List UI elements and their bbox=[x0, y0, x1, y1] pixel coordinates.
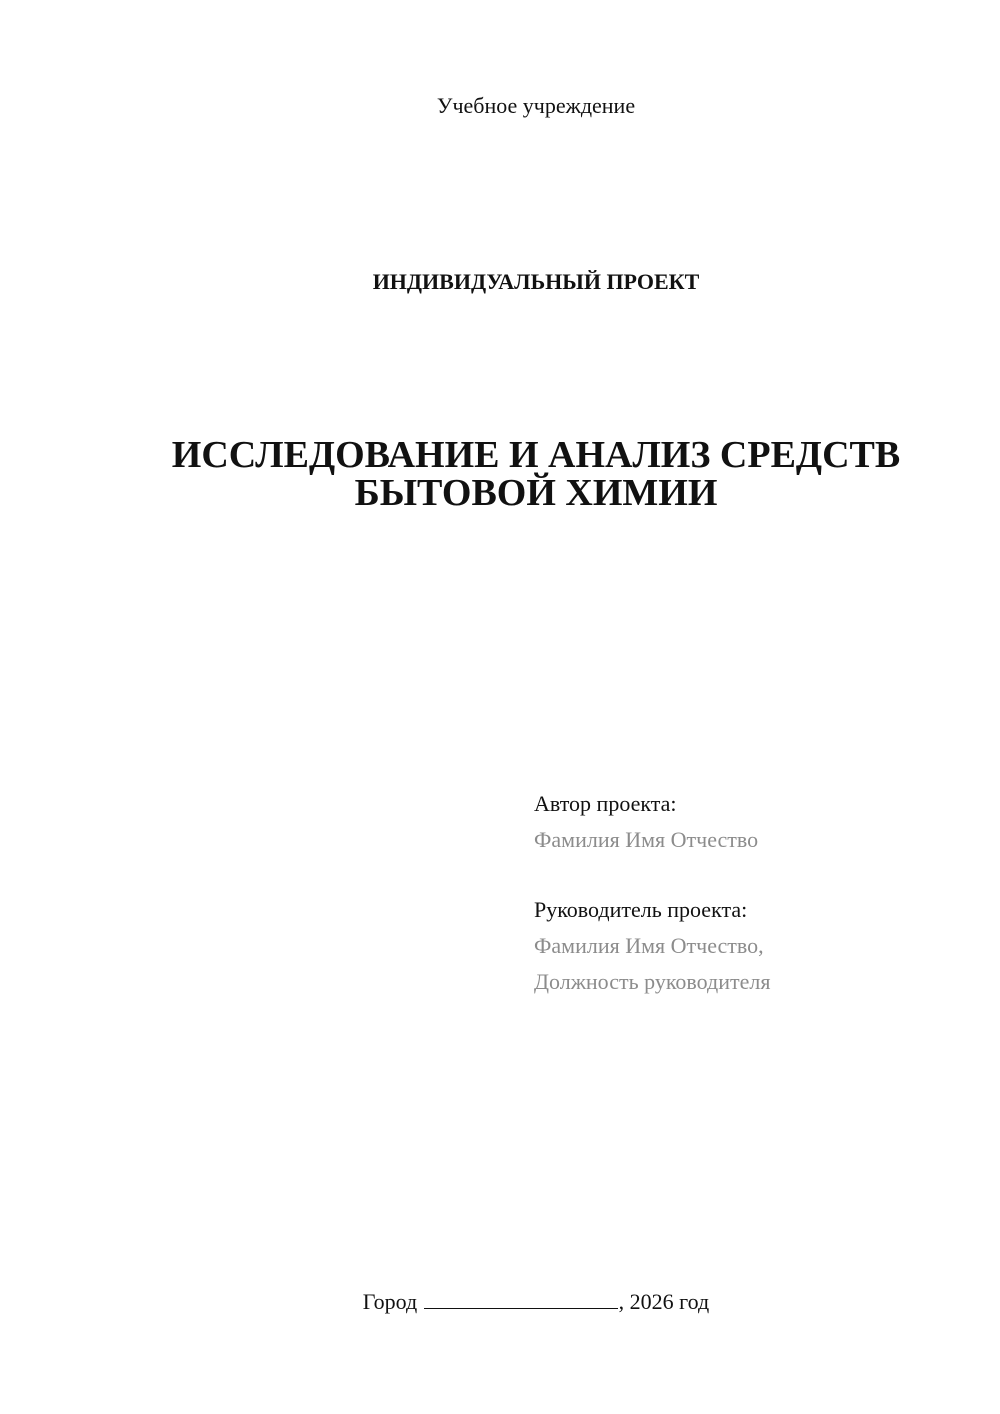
author-name: Фамилия Имя Отчество bbox=[534, 827, 759, 852]
supervisor-position: Должность руководителя bbox=[534, 969, 771, 994]
city-label: Город bbox=[362, 1289, 418, 1314]
project-type-heading: ИНДИВИДУАЛЬНЫЙ ПРОЕКТ bbox=[372, 269, 700, 294]
author-label: Автор проекта: bbox=[534, 791, 677, 816]
project-title-line-2: БЫТОВОЙ ХИМИИ bbox=[354, 472, 718, 514]
city-blank-line bbox=[424, 1288, 618, 1309]
project-title bbox=[0, 436, 1000, 512]
footer-city-year bbox=[0, 1288, 1000, 1316]
institution-name: Учебное учреждение bbox=[436, 93, 636, 118]
author-block bbox=[534, 786, 974, 858]
supervisor-label: Руководитель проекта: bbox=[534, 897, 748, 922]
project-title-line-1: ИССЛЕДОВАНИЕ И АНАЛИЗ СРЕДСТВ bbox=[171, 434, 901, 476]
supervisor-name: Фамилия Имя Отчество, bbox=[534, 933, 764, 958]
supervisor-block bbox=[534, 892, 974, 1000]
year-text: , 2026 год bbox=[618, 1289, 710, 1314]
